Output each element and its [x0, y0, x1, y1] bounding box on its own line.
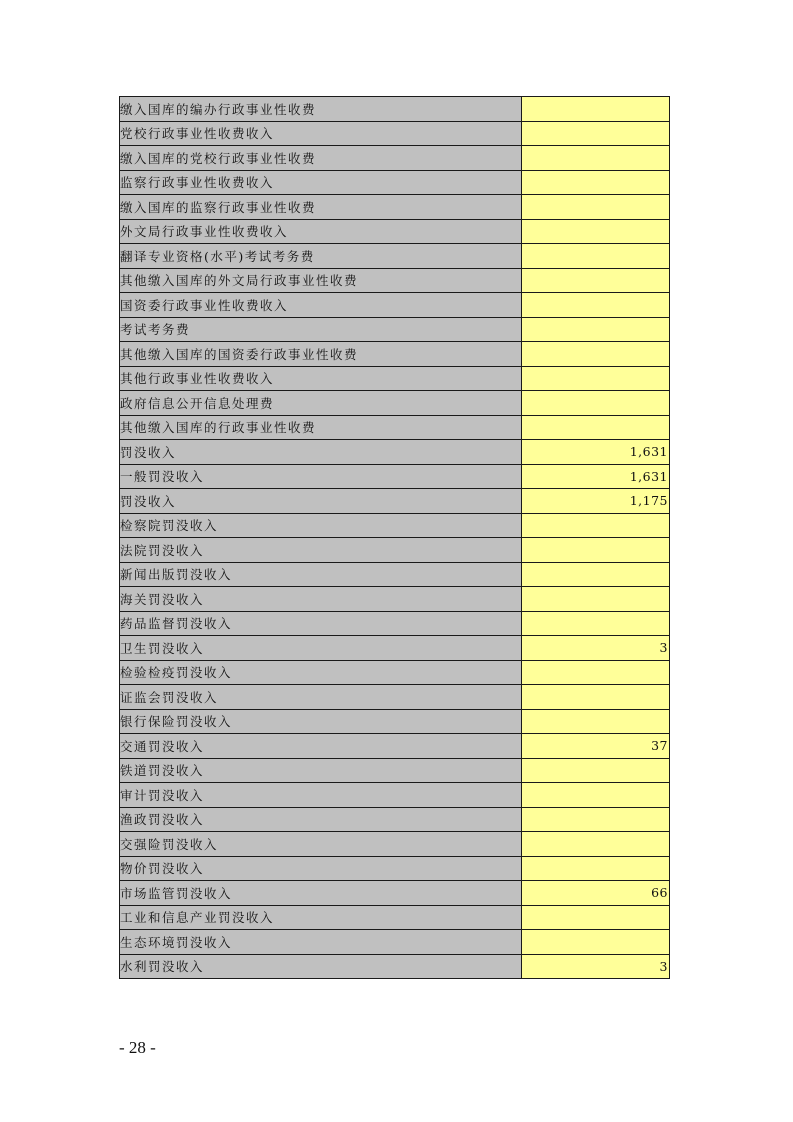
row-value [522, 366, 670, 391]
table-row [120, 293, 670, 318]
row-label-cell [120, 905, 522, 930]
row-value: 1,175 [522, 489, 670, 514]
table-row [120, 660, 670, 685]
revenue-table [119, 96, 670, 979]
row-label-cell [120, 538, 522, 563]
row-label: 银行保险罚没收入 [120, 714, 233, 730]
table-row [120, 464, 670, 489]
row-label: 证监会罚没收入 [120, 689, 219, 705]
row-label-cell [120, 636, 522, 661]
row-value [522, 562, 670, 587]
row-value [522, 758, 670, 783]
row-label-cell [120, 317, 522, 342]
row-value [522, 807, 670, 832]
table-row [120, 244, 670, 269]
row-label: 交通罚没收入 [120, 738, 205, 754]
row-label: 一般罚没收入 [120, 469, 205, 485]
row-label: 政府信息公开信息处理费 [120, 395, 275, 411]
table-row [120, 317, 670, 342]
table-row [120, 146, 670, 171]
row-label: 水利罚没收入 [120, 959, 205, 975]
row-value [522, 660, 670, 685]
row-label-cell [120, 832, 522, 857]
row-label: 外文局行政事业性收费收入 [120, 224, 289, 240]
table-row [120, 832, 670, 857]
row-value [522, 244, 670, 269]
row-label-cell [120, 244, 522, 269]
row-label-cell [120, 293, 522, 318]
row-label: 国资委行政事业性收费收入 [120, 297, 289, 313]
row-value [522, 905, 670, 930]
row-value [522, 685, 670, 710]
row-value [522, 538, 670, 563]
row-label: 新闻出版罚没收入 [120, 567, 233, 583]
row-label-cell [120, 391, 522, 416]
row-label-cell [120, 268, 522, 293]
row-value [522, 121, 670, 146]
row-label: 其他缴入国库的国资委行政事业性收费 [120, 346, 359, 362]
table-row [120, 905, 670, 930]
row-label-cell [120, 440, 522, 465]
table-row [120, 342, 670, 367]
table-body [120, 97, 670, 979]
row-label: 其他缴入国库的外文局行政事业性收费 [120, 273, 359, 289]
page-number: - 28 - [119, 1038, 156, 1057]
table-row [120, 415, 670, 440]
row-label: 罚没收入 [120, 493, 177, 509]
table-row [120, 538, 670, 563]
table-row [120, 366, 670, 391]
table-row [120, 440, 670, 465]
row-value [522, 342, 670, 367]
row-label: 法院罚没收入 [120, 542, 205, 558]
row-label-cell [120, 121, 522, 146]
row-label-cell [120, 881, 522, 906]
table-row [120, 97, 670, 122]
row-label: 缴入国库的编办行政事业性收费 [120, 101, 317, 117]
row-value [522, 832, 670, 857]
row-label-cell [120, 195, 522, 220]
table-row [120, 489, 670, 514]
row-value [522, 930, 670, 955]
row-label-cell [120, 954, 522, 979]
row-label: 检察院罚没收入 [120, 518, 219, 534]
table-row [120, 856, 670, 881]
row-label-cell [120, 685, 522, 710]
row-label: 物价罚没收入 [120, 861, 205, 877]
row-label-cell [120, 366, 522, 391]
row-label-cell [120, 783, 522, 808]
row-label-cell [120, 930, 522, 955]
row-label: 缴入国库的党校行政事业性收费 [120, 150, 317, 166]
row-label: 药品监督罚没收入 [120, 616, 233, 632]
table-row [120, 636, 670, 661]
table-row [120, 881, 670, 906]
row-label: 生态环境罚没收入 [120, 934, 233, 950]
row-label: 交强险罚没收入 [120, 836, 219, 852]
table-row [120, 513, 670, 538]
table-row [120, 783, 670, 808]
table-row [120, 758, 670, 783]
row-label-cell [120, 489, 522, 514]
row-value [522, 268, 670, 293]
row-label: 缴入国库的监察行政事业性收费 [120, 199, 317, 215]
row-value: 1,631 [522, 440, 670, 465]
table-row [120, 268, 670, 293]
row-value [522, 709, 670, 734]
table-row [120, 195, 670, 220]
row-value: 3 [522, 636, 670, 661]
row-value [522, 317, 670, 342]
row-label: 市场监管罚没收入 [120, 885, 233, 901]
row-label-cell [120, 97, 522, 122]
row-label: 铁道罚没收入 [120, 763, 205, 779]
row-label-cell [120, 807, 522, 832]
row-label: 党校行政事业性收费收入 [120, 126, 275, 142]
row-label: 审计罚没收入 [120, 787, 205, 803]
row-value [522, 97, 670, 122]
table-row [120, 709, 670, 734]
table-row [120, 391, 670, 416]
row-label-cell [120, 587, 522, 612]
row-label-cell [120, 856, 522, 881]
row-value [522, 856, 670, 881]
row-label: 检验检疫罚没收入 [120, 665, 233, 681]
row-label: 海关罚没收入 [120, 591, 205, 607]
row-value [522, 415, 670, 440]
table-row [120, 685, 670, 710]
row-label: 考试考务费 [120, 322, 191, 338]
row-value [522, 146, 670, 171]
row-value: 37 [522, 734, 670, 759]
row-label: 其他缴入国库的行政事业性收费 [120, 420, 317, 436]
row-value: 3 [522, 954, 670, 979]
row-label-cell [120, 734, 522, 759]
table-row [120, 611, 670, 636]
row-label-cell [120, 170, 522, 195]
row-value: 1,631 [522, 464, 670, 489]
table-row [120, 121, 670, 146]
table-row [120, 954, 670, 979]
row-label-cell [120, 464, 522, 489]
row-label-cell [120, 562, 522, 587]
row-label-cell [120, 146, 522, 171]
row-value: 66 [522, 881, 670, 906]
row-label-cell [120, 513, 522, 538]
table-row [120, 734, 670, 759]
table-row [120, 587, 670, 612]
row-label: 监察行政事业性收费收入 [120, 175, 275, 191]
row-label-cell [120, 219, 522, 244]
row-label-cell [120, 660, 522, 685]
row-value [522, 783, 670, 808]
table-row [120, 219, 670, 244]
table-row [120, 807, 670, 832]
row-value [522, 391, 670, 416]
row-label: 其他行政事业性收费收入 [120, 371, 275, 387]
row-label: 渔政罚没收入 [120, 812, 205, 828]
row-value [522, 219, 670, 244]
row-value [522, 513, 670, 538]
table-row [120, 562, 670, 587]
row-label: 翻译专业资格(水平)考试考务费 [120, 248, 315, 264]
table-row [120, 170, 670, 195]
row-value [522, 587, 670, 612]
row-value [522, 170, 670, 195]
table-row [120, 930, 670, 955]
row-label: 工业和信息产业罚没收入 [120, 910, 275, 926]
row-label-cell [120, 611, 522, 636]
row-label-cell [120, 342, 522, 367]
row-label: 罚没收入 [120, 444, 177, 460]
row-value [522, 293, 670, 318]
row-label: 卫生罚没收入 [120, 640, 205, 656]
row-value [522, 195, 670, 220]
row-value [522, 611, 670, 636]
row-label-cell [120, 415, 522, 440]
row-label-cell [120, 758, 522, 783]
row-label-cell [120, 709, 522, 734]
